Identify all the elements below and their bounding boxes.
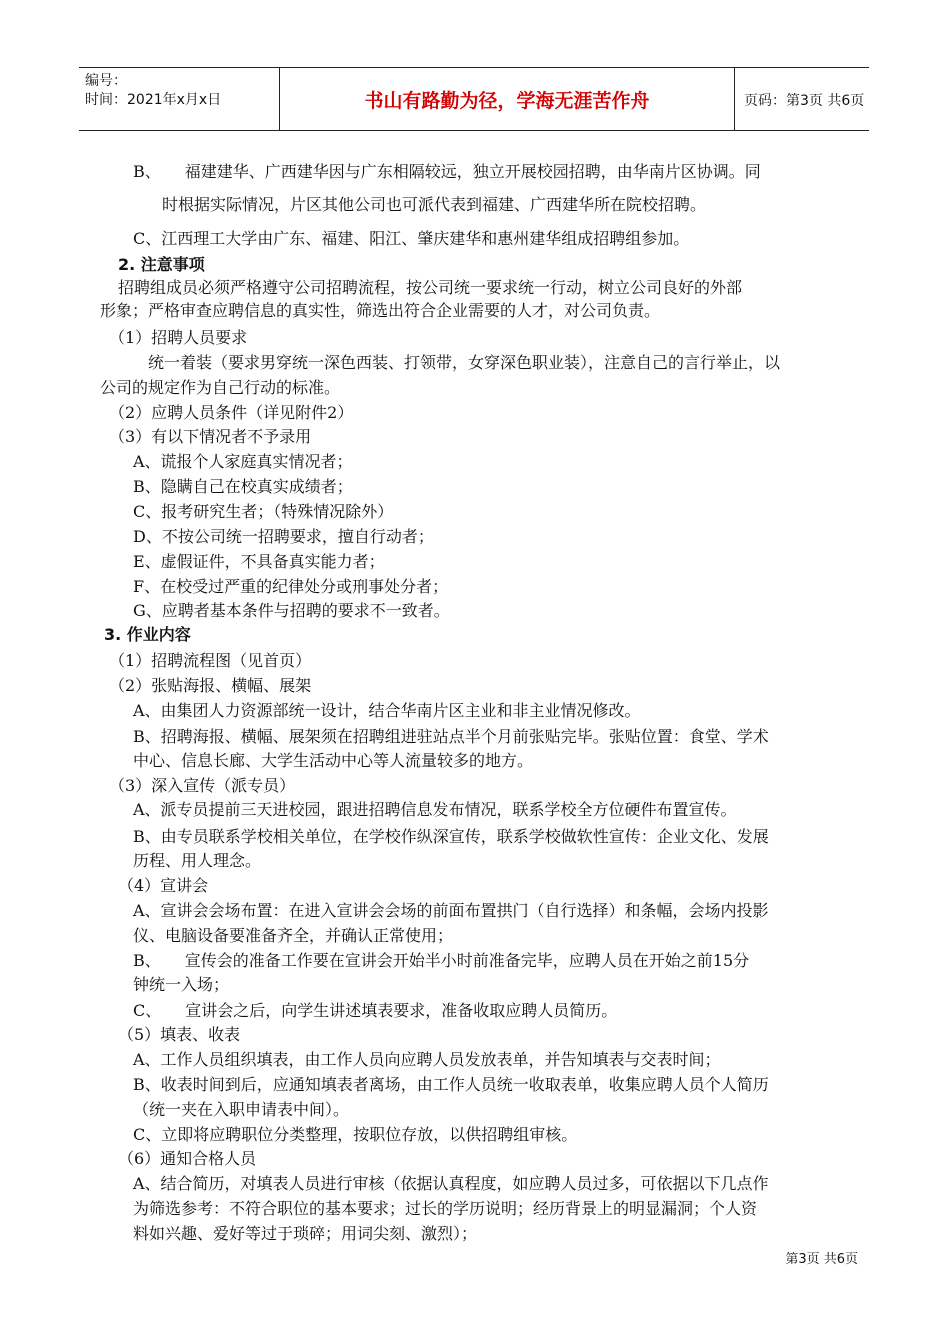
paragraph-line: C、江西理工大学由广东、福建、阳江、肇庆建华和惠州建华组成招聘组参加。 — [133, 229, 690, 248]
list-item: B、由专员联系学校相关单位，在学校作纵深宣传，联系学校做软性宣传：企业文化、发展 — [133, 827, 769, 846]
list-item: A、派专员提前三天进校园，跟进招聘信息发布情况，联系学校全方位硬件布置宣传。 — [133, 800, 737, 819]
paragraph-line: 时根据实际情况，片区其他公司也可派代表到福建、广西建华所在院校招聘。 — [162, 195, 707, 214]
list-item: C、报考研究生者；（特殊情况除外） — [133, 502, 394, 521]
list-item: A、谎报个人家庭真实情况者； — [133, 452, 353, 471]
header-page-info: 页码：第3页 共6页 — [744, 93, 865, 109]
list-item: A、宣讲会会场布置：在进入宣讲会会场的前面布置拱门（自行选择）和条幅，会场内投影 — [133, 901, 769, 920]
list-item: 钟统一入场； — [133, 975, 230, 994]
list-item: B、招聘海报、横幅、展架须在招聘组进驻站点半个月前张贴完毕。张贴位置：食堂、学术 — [133, 727, 769, 746]
document-date: 时间：2021年x月x日 — [85, 92, 222, 108]
paragraph-line: 招聘组成员必须严格遵守公司招聘流程，按公司统一要求统一行动，树立公司良好的外部 — [118, 278, 743, 297]
section-heading: 3. 作业内容 — [104, 625, 191, 644]
list-item: 历程、用人理念。 — [133, 851, 262, 870]
header-meta-cell — [79, 68, 279, 130]
subsection-heading: （3）深入宣传（派专员） — [109, 776, 296, 795]
list-item: 中心、信息长廊、大学生活动中心等人流量较多的地方。 — [133, 751, 534, 770]
list-item: C、立即将应聘职位分类整理，按职位存放，以供招聘组审核。 — [133, 1125, 578, 1144]
list-item: F、在校受过严重的纪律处分或刑事处分者； — [133, 577, 449, 596]
list-item: 仪、电脑设备要准备齐全，并确认正常使用； — [133, 926, 454, 945]
subsection-heading: （6）通知合格人员 — [118, 1149, 257, 1168]
paragraph-line: 形象；严格审查应聘信息的真实性，筛选出符合企业需要的人才，对公司负责。 — [100, 301, 661, 320]
page-footer: 第3页 共6页 — [785, 1252, 858, 1267]
list-item: D、不按公司统一招聘要求，擅自行动者； — [133, 527, 434, 546]
list-item: B、 宣传会的准备工作要在宣讲会开始半小时前准备完毕，应聘人员在开始之前15分 — [133, 951, 750, 970]
list-item: 为筛选参考：不符合职位的基本要求；过长的学历说明；经历背景上的明显漏洞；个人资 — [133, 1199, 758, 1218]
list-item: A、工作人员组织填表，由工作人员向应聘人员发放表单，并告知填表与交表时间； — [133, 1050, 721, 1069]
subsection-heading: （2）应聘人员条件（详见附件2） — [109, 403, 354, 422]
section-heading: 2. 注意事项 — [118, 255, 205, 274]
header-motto-cell — [279, 68, 735, 130]
list-item: A、结合简历，对填表人员进行审核（依据认真程度，如应聘人员过多，可依据以下几点作 — [133, 1174, 769, 1193]
paragraph-line: 公司的规定作为自己行动的标准。 — [100, 378, 341, 397]
list-item: A、由集团人力资源部统一设计，结合华南片区主业和非主业情况修改。 — [133, 701, 641, 720]
subsection-heading: （1）招聘流程图（见首页） — [109, 651, 312, 670]
motto-text: 书山有路勤为径，学海无涯苦作舟 — [364, 90, 650, 112]
subsection-heading: （4）宣讲会 — [118, 876, 209, 895]
paragraph-line: 统一着装（要求男穿统一深色西装、打领带，女穿深色职业装），注意自己的言行举止，以 — [148, 353, 781, 372]
subsection-heading: （2）张贴海报、横幅、展架 — [109, 676, 312, 695]
list-item: E、虚假证件，不具备真实能力者； — [133, 552, 385, 571]
list-item: B、隐瞒自己在校真实成绩者； — [133, 477, 353, 496]
page-header — [79, 67, 869, 131]
list-item: G、应聘者基本条件与招聘的要求不一致者。 — [133, 601, 450, 620]
subsection-heading: （3）有以下情况者不予录用 — [109, 427, 312, 446]
list-item: B、收表时间到后，应通知填表者离场，由工作人员统一收取表单，收集应聘人员个人简历 — [133, 1075, 769, 1094]
list-item: 料如兴趣、爱好等过于琐碎；用词尖刻、激烈）； — [133, 1224, 478, 1243]
list-item: （统一夹在入职申请表中间）。 — [133, 1100, 350, 1119]
document-number-label: 编号： — [85, 73, 127, 89]
subsection-heading: （1）招聘人员要求 — [109, 328, 248, 347]
paragraph-line: B、 福建建华、广西建华因与广东相隔较远，独立开展校园招聘，由华南片区协调。同 — [133, 162, 761, 181]
subsection-heading: （5）填表、收表 — [118, 1025, 241, 1044]
header-page-cell — [734, 68, 869, 130]
list-item: C、 宣讲会之后，向学生讲述填表要求，准备收取应聘人员简历。 — [133, 1001, 618, 1020]
